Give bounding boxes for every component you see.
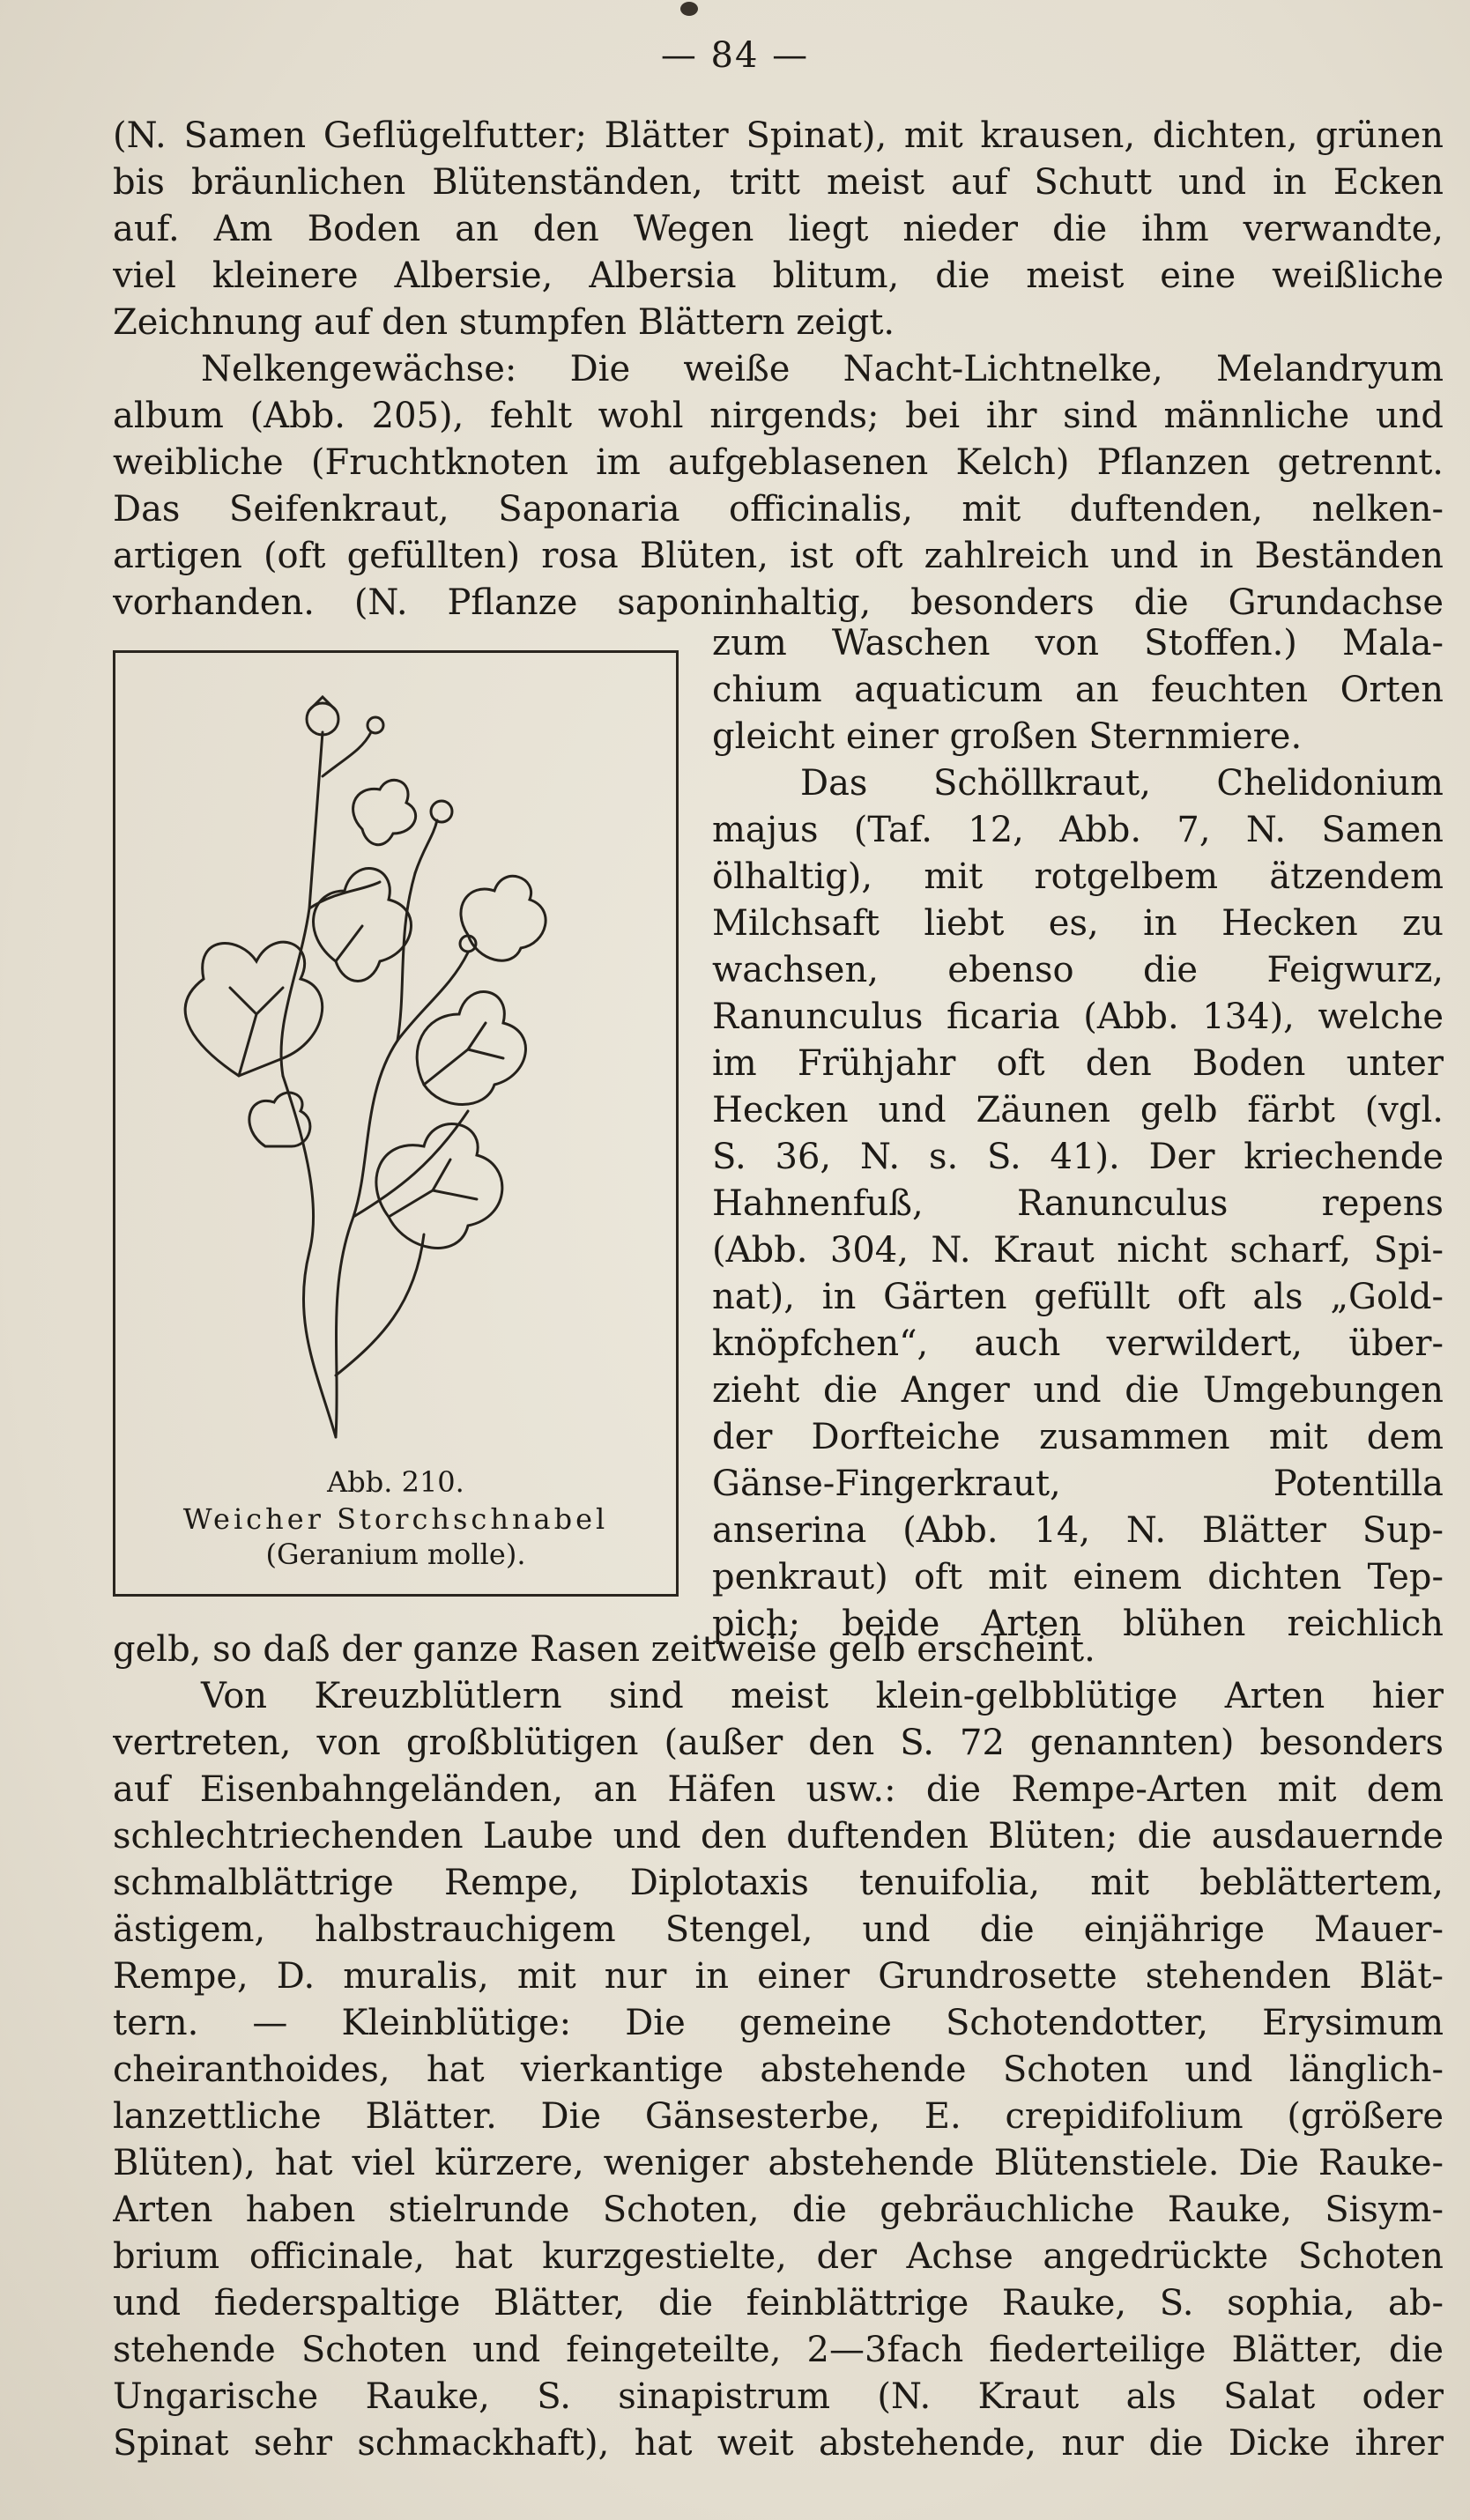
text-line: Milchsaft liebt es, in Hecken zu bbox=[712, 903, 1444, 944]
text-line: Blüten), hat viel kürzere, weniger abstehende Blütenstiele. Die Rauke- bbox=[113, 2143, 1444, 2183]
text-line: zum Waschen von Stoffen.) Mala- bbox=[712, 623, 1444, 663]
text-line: ölhaltig), mit rotgelbem ätzendem bbox=[712, 856, 1444, 897]
text-line: und fiederspaltige Blätter, die feinblättrige Rauke, S. sophia, ab- bbox=[113, 2283, 1444, 2324]
text-line: Nelkengewächse: Die weiße Nacht-Lichtnelke, Melandryum bbox=[201, 349, 1444, 389]
text-line: knöpfchen“, auch verwildert, über- bbox=[712, 1323, 1444, 1364]
text-line: chium aquaticum an feuchten Orten bbox=[712, 670, 1444, 710]
right-column-text bbox=[712, 620, 1444, 1648]
text-line: Hecken und Zäunen gelb färbt (vgl. bbox=[712, 1090, 1444, 1130]
text-line: Von Kreuzblütlern sind meist klein-gelbblütige Arten hier bbox=[201, 1676, 1444, 1716]
figure-latin-name: (Geranium molle). bbox=[265, 1538, 526, 1571]
text-line: S. 36, N. s. S. 41). Der kriechende bbox=[712, 1137, 1444, 1177]
text-line: pich; beide Arten blühen reichlich bbox=[712, 1604, 1444, 1644]
text-line: Rempe, D. muralis, mit nur in einer Grundrosette stehenden Blät- bbox=[113, 1956, 1444, 1997]
text-line: Arten haben stielrunde Schoten, die gebräuchliche Rauke, Sisym- bbox=[113, 2190, 1444, 2230]
text-line: Ranunculus ficaria (Abb. 134), welche bbox=[712, 997, 1444, 1037]
ink-dot bbox=[680, 2, 698, 16]
text-line: (N. Samen Geflügelfutter; Blätter Spinat), mit krausen, dichten, grünen bbox=[113, 115, 1444, 156]
text-line: lanzettliche Blätter. Die Gänsesterbe, E. crepidifolium (größere bbox=[113, 2096, 1444, 2137]
text-line: nat), in Gärten gefüllt oft als „Gold- bbox=[712, 1277, 1444, 1317]
text-line: Gänse-Fingerkraut, Potentilla bbox=[712, 1464, 1444, 1504]
lower-text-block bbox=[113, 1627, 1444, 2467]
text-line: Spinat sehr schmackhaft), hat weit abstehende, nur die Dicke ihrer bbox=[113, 2423, 1444, 2464]
text-line: cheiranthoides, hat vierkantige abstehende Schoten und länglich- bbox=[113, 2049, 1444, 2090]
text-line: vertreten, von großblütigen (außer den S. 72 genannten) besonders bbox=[113, 1723, 1444, 1763]
text-line: stehende Schoten und feingeteilte, 2—3fach fiederteilige Blätter, die bbox=[113, 2330, 1444, 2370]
figure-number: Abb. 210. bbox=[327, 1465, 464, 1499]
text-line: auf Eisenbahngeländen, an Häfen usw.: die Rempe-Arten mit dem bbox=[113, 1769, 1444, 1810]
text-line: ästigem, halbstrauchigem Stengel, und die einjährige Mauer- bbox=[113, 1909, 1444, 1950]
figure-geranium-molle bbox=[113, 650, 679, 1597]
text-line: wachsen, ebenso die Feigwurz, bbox=[712, 950, 1444, 990]
text-line: gleicht einer großen Sternmiere. bbox=[712, 716, 1303, 757]
text-line: Zeichnung auf den stumpfen Blättern zeigt. bbox=[113, 302, 895, 343]
text-line: artigen (oft gefüllten) rosa Blüten, ist oft zahlreich und in Beständen bbox=[113, 536, 1444, 576]
geranium-illustration bbox=[133, 671, 662, 1446]
text-line: gelb, so daß der ganze Rasen zeitweise gelb erscheint. bbox=[113, 1629, 1095, 1670]
text-line: Hahnenfuß, Ranunculus repens bbox=[712, 1183, 1444, 1224]
text-line: anserina (Abb. 14, N. Blätter Sup- bbox=[712, 1510, 1444, 1551]
text-line: im Frühjahr oft den Boden unter bbox=[712, 1043, 1444, 1084]
figure-title: Weicher Storchschnabel bbox=[182, 1502, 609, 1536]
upper-text-block bbox=[113, 113, 1444, 626]
text-line: penkraut) oft mit einem dichten Tep- bbox=[712, 1557, 1444, 1597]
page-number: — 84 — bbox=[660, 35, 810, 76]
text-line: weibliche (Fruchtknoten im aufgeblasenen Kelch) Pflanzen getrennt. bbox=[113, 442, 1444, 483]
text-line: der Dorfteiche zusammen mit dem bbox=[712, 1417, 1444, 1457]
text-line: Das Schöllkraut, Chelidonium bbox=[800, 763, 1444, 804]
text-line: bis bräunlichen Blütenständen, tritt meist auf Schutt und in Ecken bbox=[113, 162, 1444, 203]
text-line: schmalblättrige Rempe, Diplotaxis tenuifolia, mit beblättertem, bbox=[113, 1863, 1444, 1903]
text-line: album (Abb. 205), fehlt wohl nirgends; bei ihr sind männliche und bbox=[113, 396, 1444, 436]
text-line: tern. — Kleinblütige: Die gemeine Schotendotter, Erysimum bbox=[113, 2003, 1444, 2043]
text-line: Ungarische Rauke, S. sinapistrum (N. Kraut als Salat oder bbox=[113, 2376, 1444, 2417]
text-line: vorhanden. (N. Pflanze saponinhaltig, besonders die Grundachse bbox=[113, 582, 1444, 623]
text-line: auf. Am Boden an den Wegen liegt nieder die ihm verwandte, bbox=[113, 209, 1444, 249]
text-line: schlechtriechenden Laube und den duftenden Blüten; die ausdauernde bbox=[113, 1816, 1444, 1857]
text-line: majus (Taf. 12, Abb. 7, N. Samen bbox=[712, 810, 1444, 850]
text-line: zieht die Anger und die Umgebungen bbox=[712, 1370, 1444, 1411]
text-line: Das Seifenkraut, Saponaria officinalis, mit duftenden, nelken- bbox=[113, 489, 1444, 530]
text-line: viel kleinere Albersie, Albersia blitum, die meist eine weißliche bbox=[113, 256, 1444, 296]
text-line: brium officinale, hat kurzgestielte, der Achse angedrückte Schoten bbox=[113, 2236, 1444, 2277]
text-line: (Abb. 304, N. Kraut nicht scharf, Spi- bbox=[712, 1230, 1444, 1271]
